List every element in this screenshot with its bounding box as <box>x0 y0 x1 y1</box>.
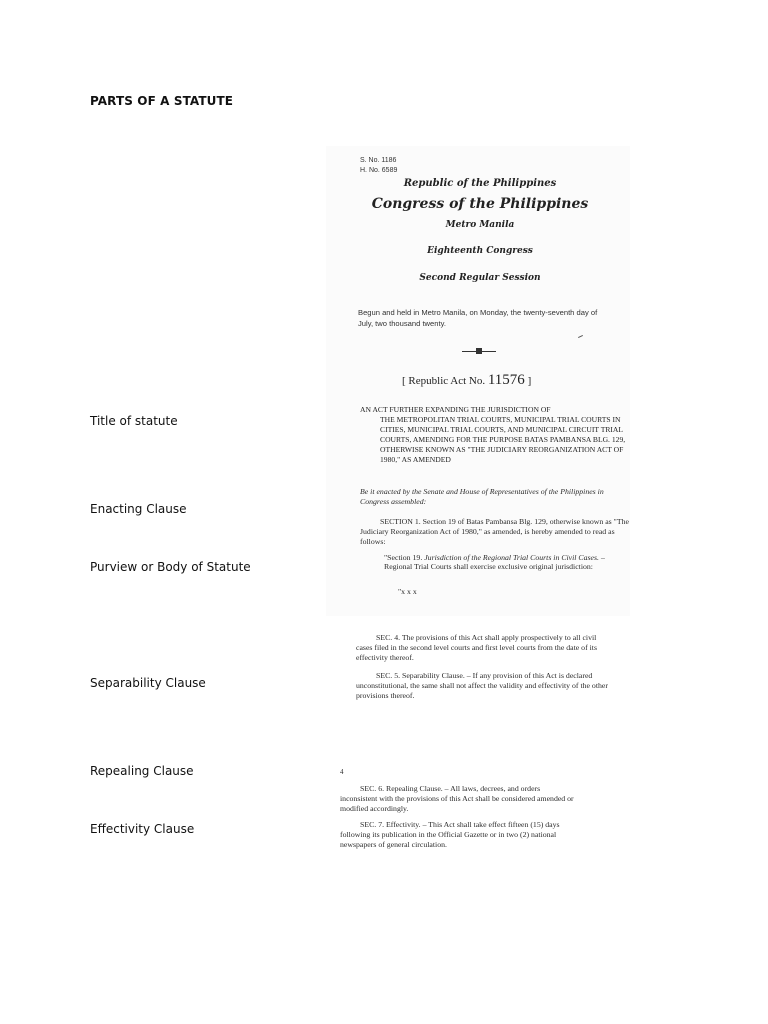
section-5-text: SEC. 5. Separability Clause. – If any provision of this Act is declared unconstitutional, the same shall not affect the validity and effectivity of the other provisions thereof. <box>356 671 608 700</box>
congress-heading: Congress of the Philippines <box>371 196 589 212</box>
section-19-start: "Section 19. <box>384 553 423 562</box>
label-repealing-clause: Repealing Clause <box>90 764 194 778</box>
enacting-clause-text: Be it enacted by the Senate and House of Representatives of the Philippines in Congress assembled: <box>360 487 604 506</box>
section-4-text: SEC. 4. The provisions of this Act shall apply prospectively to all civil cases filed in the second level courts and first level courts from the date of its effectivity thereof. <box>356 633 597 662</box>
house-bill-number: H. No. 6589 <box>360 167 398 174</box>
act-title <box>360 405 632 465</box>
section-7-text: SEC. 7. Effectivity. – This Act shall take effect fifteen (15) days following its publication in the Official Gazette or in two (2) national newspapers of general circulation. <box>340 820 560 849</box>
label-title-of-statute: Title of statute <box>90 414 178 428</box>
section-1-text: SECTION 1. Section 19 of Batas Pambansa Blg. 129, otherwise known as "The Judiciary Reorganization Act of 1980," as amended, is hereby amended to read as follows: <box>360 517 629 546</box>
section-19-title: Jurisdiction of the Regional Trial Courts in Civil Cases. <box>424 553 600 562</box>
label-enacting-clause: Enacting Clause <box>90 502 187 516</box>
act-title-line1: AN ACT FURTHER EXPANDING THE JURISDICTION OF <box>360 405 551 414</box>
republic-heading: Republic of the Philippines <box>403 178 557 189</box>
label-effectivity-clause: Effectivity Clause <box>90 822 195 836</box>
page-number: 4 <box>340 768 344 776</box>
city-heading: Metro Manila <box>445 220 515 230</box>
senate-bill-number: S. No. 1186 <box>360 157 397 164</box>
divider-ornament <box>476 348 482 354</box>
bill-numbers <box>360 156 397 176</box>
act-title-rest: THE METROPOLITAN TRIAL COURTS, MUNICIPAL TRIAL COURTS IN CITIES, MUNICIPAL TRIAL COURTS, AND MUNICIPAL CIRCUIT TRIAL COURTS, AMENDING FOR THE PURPOSE BATAS PAMBANSA BLG. 129, OTHERWISE KNOWN AS "THE JUDICIARY REORGANIZATION ACT OF 1980," AS AMENDED <box>380 415 626 464</box>
begun-held-text: Begun and held in Metro Manila, on Monday, the twenty-seventh day of July, two thousand twenty. <box>358 308 598 328</box>
ra-number: 11576 <box>487 372 525 388</box>
label-purview: Purview or Body of Statute <box>90 560 251 574</box>
omission-marker: "x x x <box>398 587 417 596</box>
section-19-rest: – Regional Trial Courts shall exercise exclusive original jurisdiction: <box>384 553 605 571</box>
congress-number-heading: Eighteenth Congress <box>427 246 533 256</box>
section-6-text: SEC. 6. Repealing Clause. – All laws, decrees, and orders inconsistent with the provisions of this Act shall be considered amended or modified accordingly. <box>340 784 574 813</box>
ra-suffix: ] <box>527 375 532 387</box>
section-19-text <box>384 553 616 571</box>
page-heading: PARTS OF A STATUTE <box>90 94 234 108</box>
label-separability-clause: Separability Clause <box>90 676 206 690</box>
republic-act-number <box>402 372 531 389</box>
ra-prefix: [ Republic Act No. <box>402 375 486 387</box>
session-heading: Second Regular Session <box>419 273 541 283</box>
